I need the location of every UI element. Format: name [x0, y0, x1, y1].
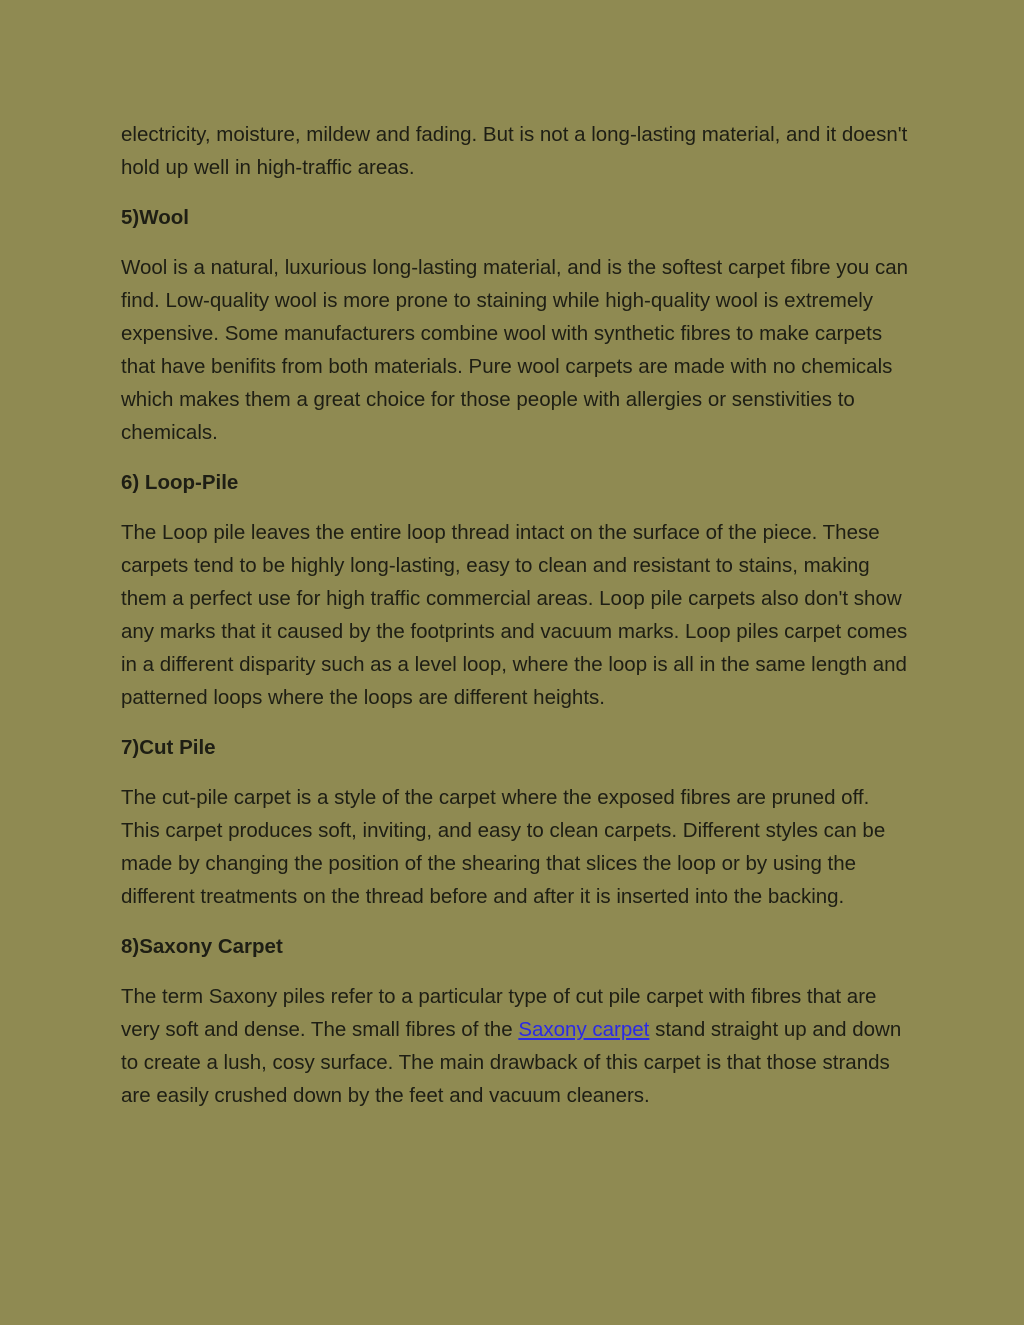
saxony-carpet-link[interactable]: Saxony carpet [518, 1018, 650, 1041]
heading-saxony-carpet: 8)Saxony Carpet [121, 935, 283, 958]
paragraph-cut-pile: The cut-pile carpet is a style of the carpet where the exposed fibres are pruned off. This carpet produces soft, inviting, and easy to clean carpets. Different styles can be made by changing the position of the shearing that slices the loop or by using the different treatments on the thread before and after it is inserted into the backing. [121, 786, 886, 908]
heading-loop-pile: 6) Loop-Pile [121, 471, 239, 494]
saxony-text-after-link: stand straight up and down to create a lush, cosy surface. The main drawback of this carpet is that those strands are easily crushed down by the feet and vacuum cleaners. [121, 1018, 902, 1107]
saxony-text-before-link: The term Saxony piles refer to a particular type of cut pile carpet with fibres that are very soft and dense. The small fibres of the [121, 985, 877, 1041]
intro-paragraph: electricity, moisture, mildew and fading. But is not a long-lasting material, and it doesn't hold up well in high-traffic areas. [121, 123, 908, 179]
paragraph-loop-pile: The Loop pile leaves the entire loop thread intact on the surface of the piece. These carpets tend to be highly long-lasting, easy to clean and resistant to stains, making them a perfect use for high traffic commercial areas. Loop pile carpets also don't show any marks that it caused by the footprints and vacuum marks. Loop piles carpet comes in a different disparity such as a level loop, where the loop is all in the same length and patterned loops where the loops are different heights. [121, 521, 908, 709]
paragraph-wool: Wool is a natural, luxurious long-lasting material, and is the softest carpet fibre you can find. Low-quality wool is more prone to staining while high-quality wool is extremely expensive. Some manufacturers combine wool with synthetic fibres to make carpets that have benifits from both materials. Pure wool carpets are made with no chemicals which makes them a great choice for those people with allergies or senstivities to chemicals. [121, 256, 908, 444]
document-page [121, 118, 911, 1129]
paragraph-saxony-carpet [121, 980, 911, 1112]
heading-cut-pile: 7)Cut Pile [121, 736, 216, 759]
heading-wool: 5)Wool [121, 206, 189, 229]
